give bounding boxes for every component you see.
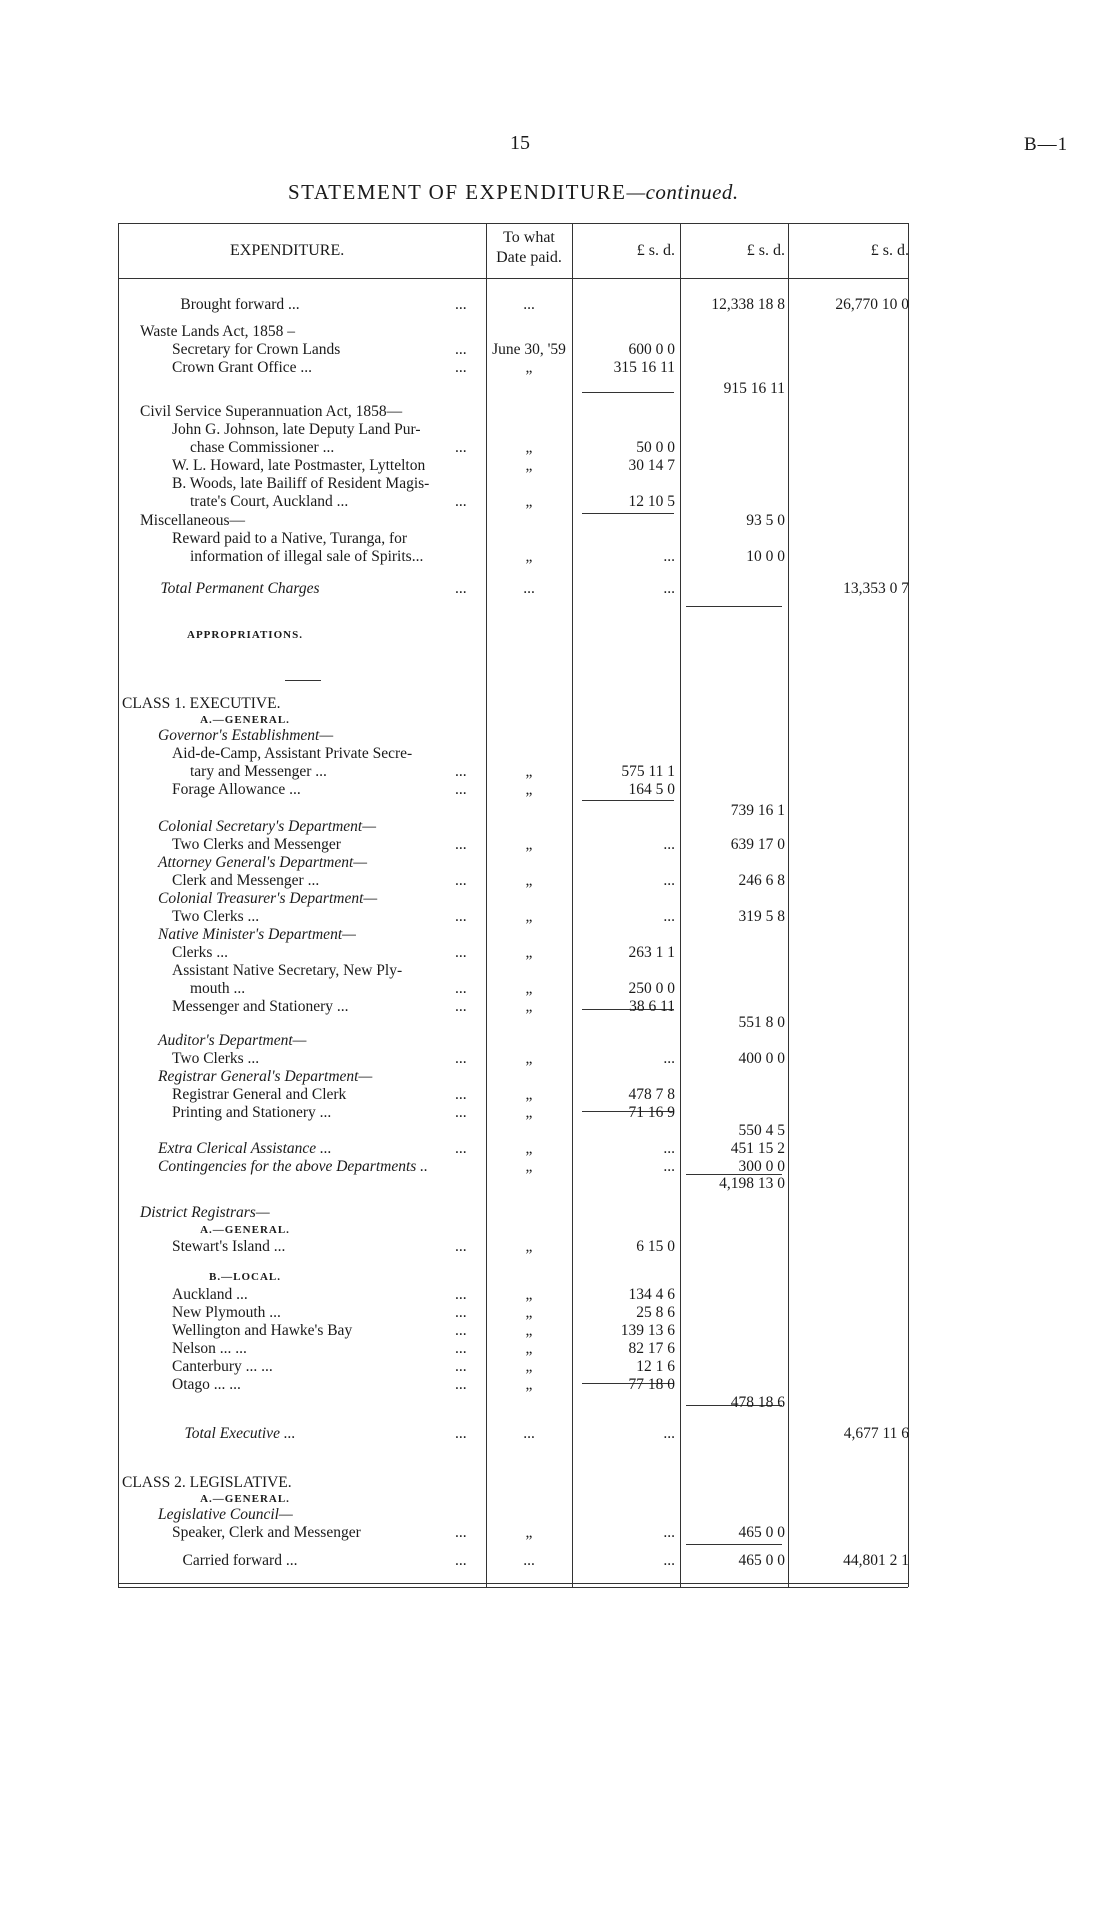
row-description: Secretary for Crown Lands — [172, 341, 341, 358]
row-description: Civil Service Superannuation Act, 1858— — [140, 403, 403, 420]
row-date-paid: „ — [525, 1238, 533, 1255]
row-description: Clerks ... — [172, 944, 228, 961]
row-amount-total: 4,677 11 6 — [843, 1425, 909, 1442]
table-row — [0, 872, 1114, 890]
table-row — [0, 818, 1114, 836]
row-amount-subtotal: 465 0 0 — [738, 1552, 785, 1569]
header-money3: £ s. d. — [870, 242, 909, 259]
table-row — [0, 512, 1114, 530]
table-header — [0, 229, 1114, 266]
table-row — [0, 926, 1114, 944]
row-description: A.—GENERAL. — [200, 714, 290, 726]
row-date-paid: „ — [525, 1524, 533, 1541]
row-amount-items: 71 16 9 — [628, 1104, 675, 1121]
row-amount-subtotal: 550 4 5 — [738, 1122, 785, 1139]
row-description: Native Minister's Department— — [158, 926, 356, 943]
row-date-paid: „ — [525, 1104, 533, 1121]
table-row — [0, 1238, 1114, 1256]
row-amount-total: 26,770 10 0 — [835, 296, 909, 313]
row-date-paid: „ — [525, 872, 533, 889]
row-description: chase Commissioner ... — [190, 439, 335, 456]
row-description: Registrar General's Department— — [158, 1068, 373, 1085]
table-row — [0, 1268, 1114, 1286]
row-description: Stewart's Island ... — [172, 1238, 286, 1255]
table-row — [0, 1376, 1114, 1394]
row-description: Clerk and Messenger ... — [172, 872, 320, 889]
row-amount-items: 478 7 8 — [628, 1086, 675, 1103]
subtotal-rule — [686, 1544, 782, 1545]
row-description: tary and Messenger ... — [190, 763, 327, 780]
row-date-paid: „ — [525, 457, 533, 474]
row-amount-subtotal: 451 15 2 — [730, 1140, 785, 1157]
row-description: B.—LOCAL. — [209, 1271, 281, 1283]
table-row — [0, 530, 1114, 548]
row-amount-total: 44,801 2 1 — [843, 1552, 909, 1569]
row-leader-dots: ... — [455, 998, 467, 1015]
row-description: Auckland ... — [172, 1286, 248, 1303]
table-row — [0, 626, 1114, 644]
row-amount-items: 600 0 0 — [628, 341, 675, 358]
row-date-paid: „ — [525, 781, 533, 798]
row-description: Waste Lands Act, 1858 – — [140, 323, 296, 340]
row-description: Assistant Native Secretary, New Ply- — [172, 962, 403, 979]
row-leader-dots: ... — [455, 1286, 467, 1303]
row-amount-subtotal: 639 17 0 — [730, 836, 785, 853]
row-amount-items: 263 1 1 — [628, 944, 675, 961]
row-date-paid: „ — [525, 1140, 533, 1157]
table-row — [0, 745, 1114, 763]
row-description: John G. Johnson, late Deputy Land Pur- — [172, 421, 421, 438]
row-description: Legislative Council— — [158, 1506, 293, 1523]
row-date-paid: „ — [525, 493, 533, 510]
row-amount-subtotal: 739 16 1 — [730, 802, 785, 819]
row-description: Messenger and Stationery ... — [172, 998, 349, 1015]
row-date-paid: ... — [523, 580, 535, 597]
table-row — [0, 1032, 1114, 1050]
row-amount-total: 13,353 0 7 — [843, 580, 909, 597]
row-date-paid: „ — [525, 1286, 533, 1303]
row-description: Nelson ... ... — [172, 1340, 247, 1357]
table-row — [0, 727, 1114, 745]
row-amount-subtotal: 319 5 8 — [738, 908, 785, 925]
table-row — [0, 457, 1114, 475]
table-row — [0, 1050, 1114, 1068]
row-amount-items: 82 17 6 — [628, 1340, 675, 1357]
row-amount-items: ... — [663, 1524, 675, 1541]
row-amount-subtotal: 12,338 18 8 — [711, 296, 785, 313]
row-date-paid: „ — [525, 1304, 533, 1321]
row-description: Wellington and Hawke's Bay — [172, 1322, 353, 1339]
table-row — [0, 854, 1114, 872]
row-date-paid: „ — [525, 998, 533, 1015]
row-amount-items: ... — [663, 580, 675, 597]
row-description: trate's Court, Auckland ... — [190, 493, 349, 510]
row-leader-dots: ... — [455, 1140, 467, 1157]
row-amount-items: 139 13 6 — [620, 1322, 675, 1339]
row-description: A.—GENERAL. — [200, 1224, 290, 1236]
title-continued: —continued. — [626, 180, 739, 204]
row-date-paid: „ — [525, 1086, 533, 1103]
row-description: Speaker, Clerk and Messenger — [172, 1524, 361, 1541]
row-leader-dots: ... — [455, 493, 467, 510]
row-leader-dots: ... — [455, 944, 467, 961]
header-date-line1: To what — [503, 229, 555, 246]
row-amount-items: 164 5 0 — [628, 781, 675, 798]
header-expenditure: EXPENDITURE. — [230, 242, 345, 259]
row-date-paid: „ — [525, 908, 533, 925]
row-amount-items: ... — [663, 1425, 675, 1442]
row-date-paid: „ — [525, 439, 533, 456]
row-description: New Plymouth ... — [172, 1304, 281, 1321]
row-amount-items: 77 18 0 — [628, 1376, 675, 1393]
row-amount-subtotal: 551 8 0 — [738, 1014, 785, 1031]
table-row — [0, 439, 1114, 457]
row-leader-dots: ... — [455, 1104, 467, 1121]
row-leader-dots: ... — [455, 1425, 467, 1442]
row-description: Brought forward ... — [180, 296, 300, 313]
row-description: Registrar General and Clerk — [172, 1086, 347, 1103]
row-leader-dots: ... — [455, 341, 467, 358]
row-description: W. L. Howard, late Postmaster, Lyttelton — [172, 457, 426, 474]
row-amount-subtotal: 10 0 0 — [746, 548, 785, 565]
row-amount-items: ... — [663, 872, 675, 889]
row-leader-dots: ... — [455, 908, 467, 925]
row-amount-items: 25 8 6 — [636, 1304, 675, 1321]
page-title — [288, 180, 739, 205]
row-leader-dots: ... — [455, 836, 467, 853]
row-amount-subtotal: 300 0 0 — [738, 1158, 785, 1175]
table-row — [0, 1122, 1114, 1140]
subtotal-rule — [686, 606, 782, 607]
row-amount-items: 575 11 1 — [621, 763, 675, 780]
row-description: Canterbury ... ... — [172, 1358, 273, 1375]
row-description: Forage Allowance ... — [172, 781, 301, 798]
table-top-rule — [118, 223, 908, 224]
row-description: Two Clerks ... — [172, 1050, 260, 1067]
table-row — [0, 1552, 1114, 1570]
header-money2: £ s. d. — [746, 242, 785, 259]
table-row — [0, 1286, 1114, 1304]
header-bottom-rule — [118, 278, 908, 279]
header-money1: £ s. d. — [636, 242, 675, 259]
title-main: STATEMENT OF EXPENDITURE — [288, 180, 627, 204]
table-row — [0, 359, 1114, 377]
row-amount-items: 12 1 6 — [636, 1358, 675, 1375]
row-leader-dots: ... — [455, 1376, 467, 1393]
section-rule — [285, 680, 321, 681]
table-row — [0, 421, 1114, 439]
row-leader-dots: ... — [455, 980, 467, 997]
row-description: Two Clerks and Messenger — [172, 836, 341, 853]
row-description: CLASS 1. EXECUTIVE. — [122, 695, 281, 712]
row-leader-dots: ... — [455, 1050, 467, 1067]
row-description: Colonial Treasurer's Department— — [158, 890, 378, 907]
row-leader-dots: ... — [455, 1340, 467, 1357]
row-amount-items: 315 16 11 — [613, 359, 675, 376]
header-date-line2: Date paid. — [496, 249, 562, 266]
table-row — [0, 1140, 1114, 1158]
table-row — [0, 403, 1114, 421]
row-amount-subtotal: 93 5 0 — [746, 512, 785, 529]
table-bottom-rule — [118, 1583, 908, 1584]
row-date-paid: „ — [525, 944, 533, 961]
row-amount-items: 12 10 5 — [628, 493, 675, 510]
row-amount-items: 134 4 6 — [628, 1286, 675, 1303]
row-description: A.—GENERAL. — [200, 1493, 290, 1505]
row-description: Attorney General's Department— — [158, 854, 368, 871]
row-leader-dots: ... — [455, 1322, 467, 1339]
row-date-paid: „ — [525, 548, 533, 565]
row-date-paid: „ — [525, 763, 533, 780]
row-description: Otago ... ... — [172, 1376, 241, 1393]
row-amount-items: 250 0 0 — [628, 980, 675, 997]
table-row — [0, 380, 1114, 398]
table-row — [0, 580, 1114, 598]
table-row — [0, 890, 1114, 908]
row-leader-dots: ... — [455, 1552, 467, 1569]
table-row — [0, 1221, 1114, 1239]
row-description: B. Woods, late Bailiff of Resident Magis- — [172, 475, 430, 492]
table-row — [0, 1204, 1114, 1222]
row-amount-items: 6 15 0 — [636, 1238, 675, 1255]
table-row — [0, 1104, 1114, 1122]
row-description: Contingencies for the above Departments .. — [158, 1158, 428, 1175]
document-reference: B—1 — [1024, 134, 1069, 155]
row-leader-dots: ... — [455, 872, 467, 889]
row-description: Printing and Stationery ... — [172, 1104, 332, 1121]
row-amount-subtotal: 246 6 8 — [738, 872, 785, 889]
table-row — [0, 1524, 1114, 1542]
row-description: information of illegal sale of Spirits... — [190, 548, 424, 565]
row-leader-dots: ... — [455, 1086, 467, 1103]
table-row — [0, 1322, 1114, 1340]
table-row — [0, 944, 1114, 962]
subtotal-rule — [582, 800, 674, 801]
row-date-paid: ... — [523, 1552, 535, 1569]
row-amount-items: ... — [663, 1140, 675, 1157]
table-row — [0, 1506, 1114, 1524]
table-row — [0, 1394, 1114, 1412]
row-amount-items: 38 6 11 — [629, 998, 675, 1015]
row-description: Extra Clerical Assistance ... — [158, 1140, 332, 1157]
row-amount-items: 30 14 7 — [628, 457, 675, 474]
table-bottom-rule-2 — [118, 1587, 908, 1588]
table-row — [0, 763, 1114, 781]
row-date-paid: „ — [525, 836, 533, 853]
row-leader-dots: ... — [455, 1238, 467, 1255]
row-description: Governor's Establishment— — [158, 727, 334, 744]
row-leader-dots: ... — [455, 1304, 467, 1321]
row-amount-subtotal: 478 18 6 — [730, 1394, 785, 1411]
row-description: Reward paid to a Native, Turanga, for — [172, 530, 408, 547]
row-amount-items: ... — [663, 836, 675, 853]
row-description: Aid-de-Camp, Assistant Private Secre- — [172, 745, 413, 762]
row-date-paid: „ — [525, 1376, 533, 1393]
row-date-paid: „ — [525, 1358, 533, 1375]
table-row — [0, 1158, 1114, 1176]
row-date-paid: „ — [525, 1322, 533, 1339]
row-description: Crown Grant Office ... — [172, 359, 313, 376]
row-date-paid: June 30, '59 — [492, 341, 566, 358]
table-row — [0, 475, 1114, 493]
row-description: APPROPRIATIONS. — [187, 629, 303, 641]
row-leader-dots: ... — [455, 439, 467, 456]
table-row — [0, 493, 1114, 511]
row-date-paid: ... — [523, 296, 535, 313]
row-amount-items: 50 0 0 — [636, 439, 675, 456]
row-amount-items: ... — [663, 908, 675, 925]
row-leader-dots: ... — [455, 1358, 467, 1375]
row-date-paid: ... — [523, 1425, 535, 1442]
table-row — [0, 980, 1114, 998]
row-description: District Registrars— — [140, 1204, 270, 1221]
row-description: Miscellaneous— — [140, 512, 246, 529]
row-leader-dots: ... — [455, 359, 467, 376]
row-amount-subtotal: 400 0 0 — [738, 1050, 785, 1067]
table-row — [0, 323, 1114, 341]
row-amount-subtotal: 465 0 0 — [738, 1524, 785, 1541]
table-row — [0, 1086, 1114, 1104]
table-row — [0, 1358, 1114, 1376]
table-row — [0, 1340, 1114, 1358]
row-description: Auditor's Department— — [158, 1032, 307, 1049]
table-row — [0, 781, 1114, 799]
row-description: CLASS 2. LEGISLATIVE. — [122, 1474, 292, 1491]
table-row — [0, 1014, 1114, 1032]
row-leader-dots: ... — [455, 580, 467, 597]
row-leader-dots: ... — [455, 1524, 467, 1541]
row-leader-dots: ... — [455, 763, 467, 780]
row-date-paid: „ — [525, 1158, 533, 1175]
row-amount-items: ... — [663, 1158, 675, 1175]
page-number: 15 — [510, 132, 530, 154]
row-description: mouth ... — [190, 980, 246, 997]
row-description: Total Executive ... — [184, 1425, 296, 1442]
row-description: Two Clerks ... — [172, 908, 260, 925]
row-description: Total Permanent Charges — [160, 580, 320, 597]
table-row — [0, 836, 1114, 854]
row-date-paid: „ — [525, 1340, 533, 1357]
table-row — [0, 962, 1114, 980]
table-row — [0, 1425, 1114, 1443]
row-amount-items: ... — [663, 1050, 675, 1067]
row-amount-subtotal: 915 16 11 — [723, 380, 785, 397]
row-leader-dots: ... — [455, 296, 467, 313]
row-date-paid: „ — [525, 980, 533, 997]
table-row — [0, 1068, 1114, 1086]
row-amount-items: ... — [663, 1552, 675, 1569]
row-amount-subtotal: 4,198 13 0 — [719, 1175, 785, 1192]
row-amount-items: ... — [663, 548, 675, 565]
row-date-paid: „ — [525, 1050, 533, 1067]
table-row — [0, 548, 1114, 566]
row-leader-dots: ... — [455, 781, 467, 798]
row-date-paid: „ — [525, 359, 533, 376]
table-row — [0, 341, 1114, 359]
row-description: Colonial Secretary's Department— — [158, 818, 376, 835]
table-row — [0, 296, 1114, 314]
table-row — [0, 1175, 1114, 1193]
table-row — [0, 1304, 1114, 1322]
row-description: Carried forward ... — [182, 1552, 298, 1569]
table-row — [0, 908, 1114, 926]
